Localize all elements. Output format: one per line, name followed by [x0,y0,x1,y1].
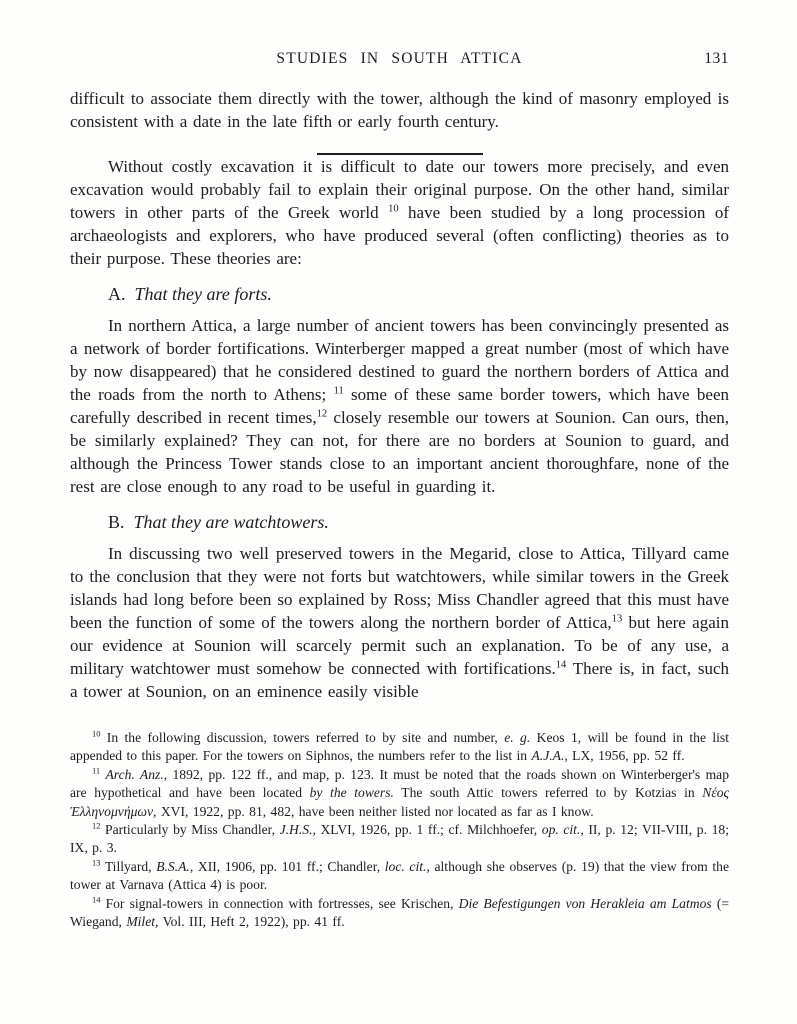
text-segment: some of these same border towers, which have been carefully described in recent times, [70,385,729,427]
text-segment: In the following discussion, towers referred to by site and number, [100,730,505,745]
footnote-marker: 10 [388,203,399,215]
text-segment: have been studied by a long procession of archaeologists and explorers, who have produced several (often conflicting) theories as to their purpose. These theories are: [70,203,729,268]
paragraph-section-a [70,314,729,498]
text-segment: A.J.A., [531,748,568,764]
text-segment: Die Befestigungen von Herakleia am Latmos [458,895,712,911]
footnote-marker: 12 [92,820,101,831]
footnote-marker: 14 [555,659,567,671]
text-segment: Arch. Anz., [105,766,168,782]
text-segment: A. [108,284,126,304]
paragraph-continuation [70,87,729,133]
text-segment: Νέος Ἑλληνομνήμων, [70,785,730,819]
text-segment: (= Wiegand, [70,895,730,930]
paragraph-section-b [70,542,729,703]
text-segment: by the towers. [309,785,394,801]
footnote-marker: 11 [92,765,101,776]
text-segment: loc. cit., [384,858,430,874]
text-segment: XII, 1906, pp. 101 ff.; Chandler, [193,858,385,874]
text-segment: There is, in fact, such a tower at Sounion, on an eminence easily visible [70,659,729,701]
text-segment: but here again our evidence at Sounion will scarcely permit such an explanation. To be of any use, a military watchtower must somehow be connected with fortifications. [70,613,729,678]
text-segment: Keos 1, will be found in the list appended to this paper. For the towers on Siphnos, the numbers refer to the list in [70,730,730,764]
text-segment: The south Attic towers referred to by Kotzias in [393,785,703,801]
text-segment: LX, 1956, pp. 52 ff. [567,748,685,764]
section-heading-b [70,511,729,534]
text-segment: That they are forts. [134,284,272,304]
text-segment: closely resemble our towers at Sounion. Can ours, then, be similarly explained? They can not, for there are no borders at Sounion to guard, and although the Princess Tower stands close to an important ancient thoroughfare, none of the rest are close enough to any road to be useful in guarding it. [70,408,729,496]
footnote-marker: 10 [92,728,101,739]
footnote-11 [70,766,729,821]
text-segment: 1892, pp. 122 ff., and map, p. 123. It must be noted that the roads shown on Winterberger's map are hypothetical and have been located [70,766,729,801]
page-number: 131 [704,50,729,67]
text-segment: XVI, 1922, pp. 81, 482, have been neither listed nor located as far as I know. [156,803,594,819]
text-segment: Vol. III, Heft 2, 1922), pp. 41 ff. [158,914,345,930]
footnote-marker: 12 [316,408,328,420]
text-segment: In discussing two well preserved towers in the Megarid, close to Attica, Tillyard came to the conclusion that they were not forts but watchtowers, while similar towers in the Greek islands had long before been so explained by Ross; Miss Chandler agreed that this must have been the function of some of the towers along the northern border of Attica, [70,544,729,632]
paragraph-intro [70,155,729,270]
text-segment: Without costly excavation it is difficult to date our towers more precisely, and even excavation would probably fail to explain their original purpose. On the other hand, similar towers in other parts of the Greek world [70,157,729,222]
footnotes-block [70,729,729,931]
text-segment: e. g. [504,730,531,745]
text-segment: op. cit., [541,822,584,838]
text-segment: J.H.S., [279,822,316,838]
footnote-14 [70,895,729,932]
text-segment: Particularly by Miss Chandler, [100,822,280,838]
text-segment: For signal-towers in connection with fortresses, see Krischen, [100,895,459,911]
text-segment: XLVI, 1926, pp. 1 ff.; cf. Milchhoefer, [315,822,542,838]
running-head-title: STUDIES IN SOUTH ATTICA [276,50,523,67]
text-segment: Tillyard, [100,858,157,874]
text-segment: That they are watchtowers. [133,512,329,532]
section-heading-a [70,283,729,306]
footnote-marker: 11 [333,385,344,397]
text-segment: II, p. 12; VII-VIII, p. 18; IX, p. 3. [70,822,729,856]
text-segment: Milet, [126,914,159,930]
footnote-marker: 14 [92,894,101,905]
footnote-13 [70,858,729,895]
footnote-marker: 13 [611,613,623,625]
footnote-marker: 13 [92,857,101,868]
text-segment: B. [108,512,125,532]
text-segment: difficult to associate them directly with the tower, although the kind of masonry employed is consistent with a date in the late fifth or early fourth century. [70,89,729,131]
footnote-12 [70,821,729,858]
running-header [70,50,729,72]
text-segment: B.S.A., [156,858,194,874]
footnote-10 [70,729,729,766]
text-segment: In northern Attica, a large number of ancient towers has been convincingly presented as a network of border fortifications. Winterberger mapped a great number (most of which have by now disappeared) that he considered destined to guard the northern borders of Attica and the roads from the north to Athens; [70,316,729,404]
text-segment: although she observes (p. 19) that the view from the tower at Varnava (Attica 4) is poor. [70,858,729,893]
